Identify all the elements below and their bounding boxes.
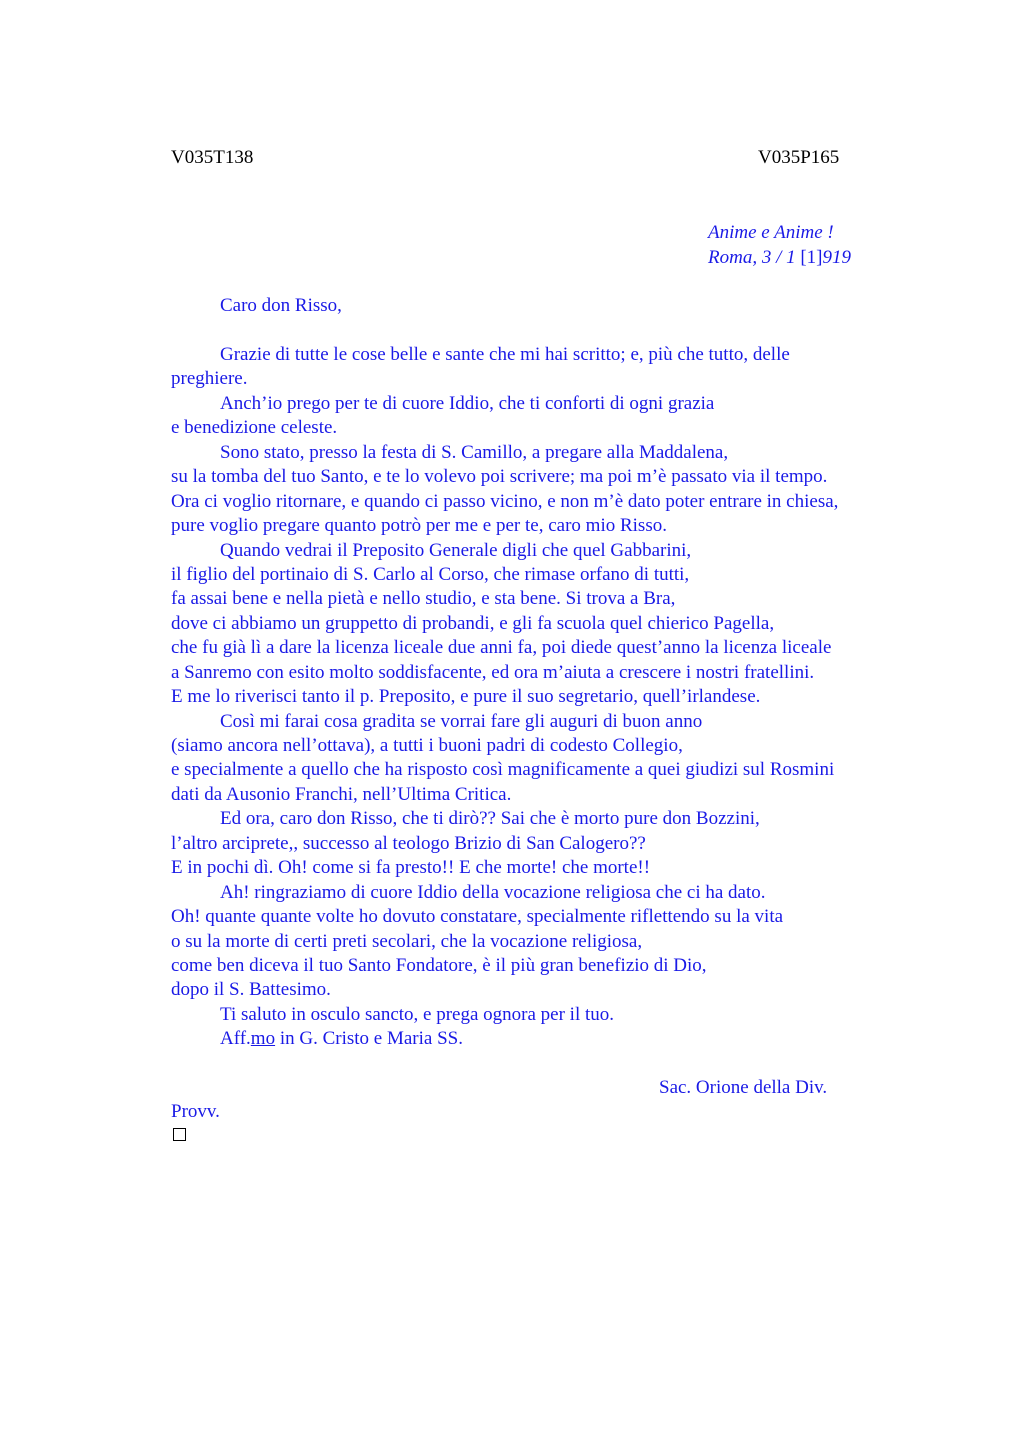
body-line: il figlio del portinaio di S. Carlo al Corso, che rimase orfano di tutti,: [171, 563, 690, 585]
checkbox-square-icon: [173, 1128, 186, 1141]
closing-line: Aff.mo in G. Cristo e Maria SS.: [220, 1028, 463, 1050]
body-line: Ah! ringraziamo di cuore Iddio della vocazione religiosa che ci ha dato.: [220, 881, 766, 903]
dateline: [708, 221, 851, 270]
document-code-right: V035P165: [758, 147, 840, 168]
body-line: come ben diceva il tuo Santo Fondatore, è il più gran benefizio di Dio,: [171, 954, 707, 976]
body-line: dopo il S. Battesimo.: [171, 979, 331, 1001]
body-line: su la tomba del tuo Santo, e te lo volevo poi scrivere; ma poi m’è passato via il tempo.: [171, 466, 828, 488]
body-line: l’altro arciprete,, successo al teologo Brizio di San Calogero??: [171, 832, 646, 854]
body-line: preghiere.: [171, 368, 248, 390]
body-line: E in pochi dì. Oh! come si fa presto!! E che morte! che morte!!: [171, 857, 651, 879]
motto: Anime e Anime !: [708, 222, 834, 243]
body-line: dati da Ausonio Franchi, nell’Ultima Critica.: [171, 783, 512, 805]
signature-continuation: Provv.: [171, 1101, 220, 1122]
body-line: che fu già lì a dare la licenza liceale due anni fa, poi diede quest’anno la licenza liceale: [171, 637, 832, 659]
body-line: Ed ora, caro don Risso, che ti dirò?? Sai che è morto pure don Bozzini,: [220, 808, 760, 830]
body-line: o su la morte di certi preti secolari, che la vocazione religiosa,: [171, 930, 643, 952]
body-line: Oh! quante quante volte ho dovuto constatare, specialmente riflettendo su la vita: [171, 906, 784, 928]
body-line: (siamo ancora nell’ottava), a tutti i buoni padri di codesto Collegio,: [171, 735, 683, 756]
place-date: Roma, 3 / 1 [1]919: [708, 246, 852, 268]
year-rest: 919: [822, 246, 852, 268]
body-line: Quando vedrai il Preposito Generale digli che quel Gabbarini,: [220, 539, 692, 561]
body-line: Sono stato, presso la festa di S. Camillo, a pregare alla Maddalena,: [220, 441, 729, 463]
body-line: Anch’io prego per te di cuore Iddio, che ti conforti di ogni grazia: [220, 392, 715, 414]
body-line: E me lo riverisci tanto il p. Preposito, e pure il suo segretario, quell’irlandese.: [171, 686, 761, 708]
body-line: Ti saluto in osculo sancto, e prega ognora per il tuo.: [220, 1003, 615, 1025]
body-line: pure voglio pregare quanto potrò per me e per te, caro mio Risso.: [171, 515, 667, 537]
greeting: Caro don Risso,: [220, 295, 342, 316]
body-line: a Sanremo con esito molto soddisfacente, ed ora m’aiuta a crescere i nostri fratellini.: [171, 661, 815, 683]
document-code-left: V035T138: [171, 147, 254, 168]
body-line: Così mi farai cosa gradita se vorrai fare gli auguri di buon anno: [220, 710, 703, 732]
body-line: e specialmente a quello che ha risposto così magnificamente a quei giudizi sul Rosmini: [171, 759, 835, 781]
body-line: Ora ci voglio ritornare, e quando ci passo vicino, e non m’è dato poter entrare in chiesa,: [171, 490, 839, 512]
closing-abbrev: mo: [250, 1028, 276, 1050]
letter-body: [171, 343, 931, 1052]
signature: Sac. Orione della Div.: [659, 1077, 828, 1098]
body-line: Grazie di tutte le cose belle e sante che mi hai scritto; e, più che tutto, delle: [220, 344, 790, 365]
body-line: fa assai bene e nella pietà e nello studio, e sta bene. Si trova a Bra,: [171, 588, 676, 610]
body-line: e benedizione celeste.: [171, 417, 338, 439]
body-line: dove ci abbiamo un gruppetto di probandi, e gli fa scuola quel chierico Pagella,: [171, 612, 775, 634]
year-bracket: [1]: [800, 246, 823, 268]
